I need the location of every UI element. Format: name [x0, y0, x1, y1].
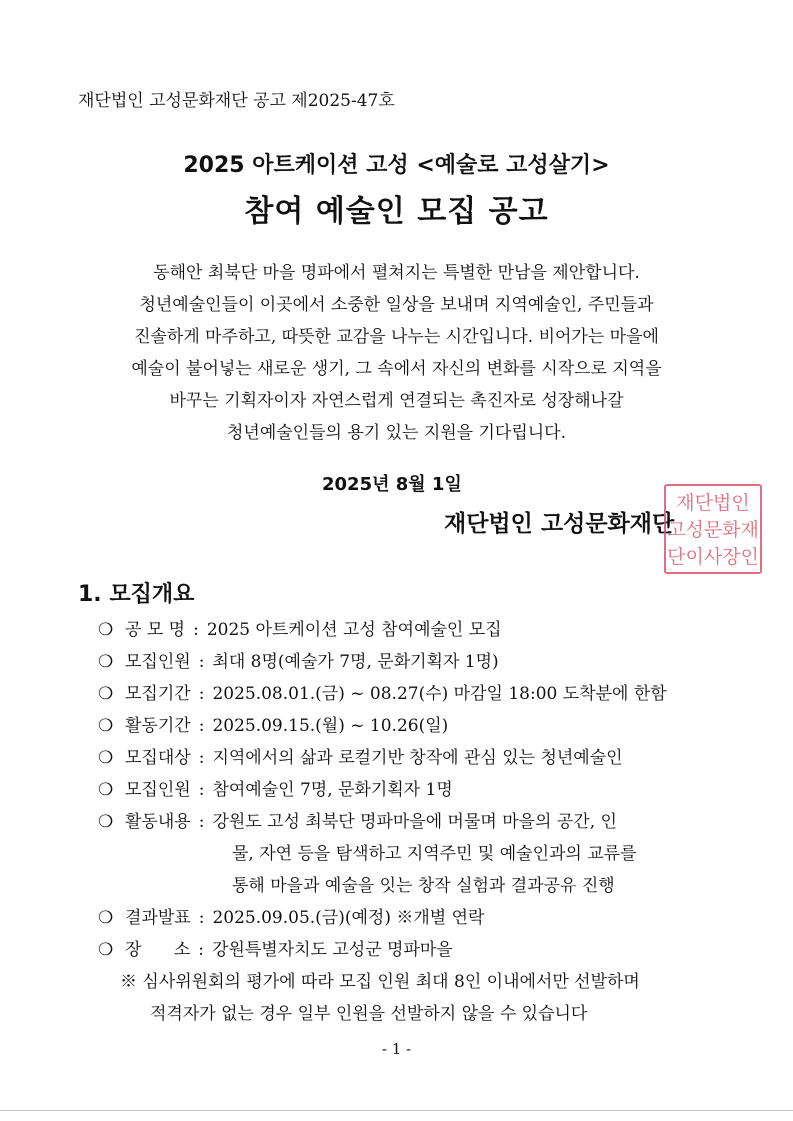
item-value: 강원특별자치도 고성군 명파마을: [212, 940, 453, 960]
intro-line: 예술이 불어넣는 새로운 생기, 그 속에서 자신의 변화를 시작으로 지역을: [131, 359, 662, 379]
page-bottom-divider: [0, 1110, 793, 1111]
intro-line: 바꾸는 기획자이자 자연스럽게 연결되는 촉진자로 성장해나갈: [169, 391, 624, 411]
overview-item: [98, 807, 617, 832]
overview-item: [98, 903, 484, 928]
item-separator: :: [198, 908, 205, 928]
organization-name: 재단법인 고성문화재단: [444, 511, 675, 537]
item-value: 지역에서의 삶과 로컬기반 창작에 관심 있는 청년예술인: [212, 748, 623, 768]
note-line: 적격자가 없는 경우 일부 인원을 선발하지 않을 수 있습니다: [150, 1004, 588, 1024]
item-value-continuation: 물, 자연 등을 탐색하고 지역주민 및 예술인과의 교류를: [232, 844, 637, 864]
item-separator: :: [198, 716, 205, 736]
note-text: 심사위원회의 평가에 따라 모집 인원 최대 8인 이내에서만 선발하며: [142, 972, 640, 992]
item-value: 2025 아트케이션 고성 참여예술인 모집: [206, 620, 502, 640]
item-separator: :: [193, 620, 199, 640]
circle-bullet-icon: ❍: [98, 716, 114, 736]
item-value: 최대 8명(예술가 7명, 문화기획자 1명): [212, 652, 499, 672]
intro-line: 청년예술인들이 이곳에서 소중한 일상을 보내며 지역예술인, 주민들과: [139, 295, 654, 315]
item-value: 2025.09.15.(월) ~ 10.26(일): [212, 716, 449, 736]
seal-line: 단이사장인: [667, 546, 759, 568]
circle-bullet-icon: ❍: [98, 748, 114, 768]
overview-item: [98, 615, 502, 640]
item-value-continuation: 통해 마을과 예술을 잇는 창작 실험과 결과공유 진행: [232, 876, 615, 896]
item-label: 모집인원: [125, 652, 191, 672]
reference-mark-icon: ※: [120, 972, 137, 992]
page-number: - 1 -: [381, 1040, 412, 1058]
circle-bullet-icon: ❍: [98, 620, 114, 640]
item-value: 2025.08.01.(금) ~ 08.27(수) 마감일 18:00 도착분에 한함: [212, 684, 667, 704]
circle-bullet-icon: ❍: [98, 652, 114, 672]
item-value: 참여예술인 7명, 문화기획자 1명: [212, 780, 453, 800]
item-label: 결과발표: [125, 908, 191, 928]
overview-item: [98, 647, 499, 672]
item-separator: :: [198, 748, 205, 768]
overview-item: [98, 775, 453, 800]
circle-bullet-icon: ❍: [98, 940, 114, 960]
item-value: 2025.09.05.(금)(예정) ※개별 연락: [212, 908, 485, 928]
note-line: [120, 967, 640, 992]
notice-number: 재단법인 고성문화재단 공고 제2025-47호: [78, 91, 395, 111]
overview-item: [98, 711, 448, 736]
intro-line: 진솔하게 마주하고, 따뜻한 교감을 나누는 시간입니다. 비어가는 마을에: [134, 327, 659, 347]
intro-line: 동해안 최북단 마을 명파에서 펼쳐지는 특별한 만남을 제안합니다.: [153, 263, 640, 283]
notice-date: 2025년 8월 1일: [322, 474, 462, 495]
section-heading: 1. 모집개요: [78, 582, 195, 607]
item-separator: :: [198, 684, 205, 704]
overview-item: [98, 935, 453, 960]
circle-bullet-icon: ❍: [98, 684, 114, 704]
overview-item: [98, 679, 667, 704]
item-label: 활동기간: [125, 716, 191, 736]
item-label: 장 소: [125, 940, 191, 960]
item-separator: :: [198, 940, 205, 960]
item-separator: :: [198, 780, 205, 800]
item-separator: :: [198, 652, 205, 672]
page-title: 참여 예술인 모집 공고: [244, 194, 549, 229]
seal-line: 고성문화재: [667, 519, 759, 541]
title-subtitle: 2025 아트케이션 고성 <예술로 고성살기>: [183, 153, 610, 178]
overview-item: [98, 743, 623, 768]
circle-bullet-icon: ❍: [98, 812, 114, 832]
item-label: 활동내용: [125, 812, 191, 832]
item-label: 모집기간: [125, 684, 191, 704]
circle-bullet-icon: ❍: [98, 780, 114, 800]
item-label: 공 모 명: [125, 620, 186, 640]
item-label: 모집대상: [125, 748, 191, 768]
intro-line: 청년예술인들의 용기 있는 지원을 기다립니다.: [226, 423, 567, 443]
seal-line: 재단법인: [676, 492, 750, 514]
item-separator: :: [198, 812, 205, 832]
item-value: 강원도 고성 최북단 명파마을에 머물며 마을의 공간, 인: [212, 812, 617, 832]
item-label: 모집인원: [125, 780, 191, 800]
circle-bullet-icon: ❍: [98, 908, 114, 928]
official-seal-stamp: [664, 484, 762, 574]
